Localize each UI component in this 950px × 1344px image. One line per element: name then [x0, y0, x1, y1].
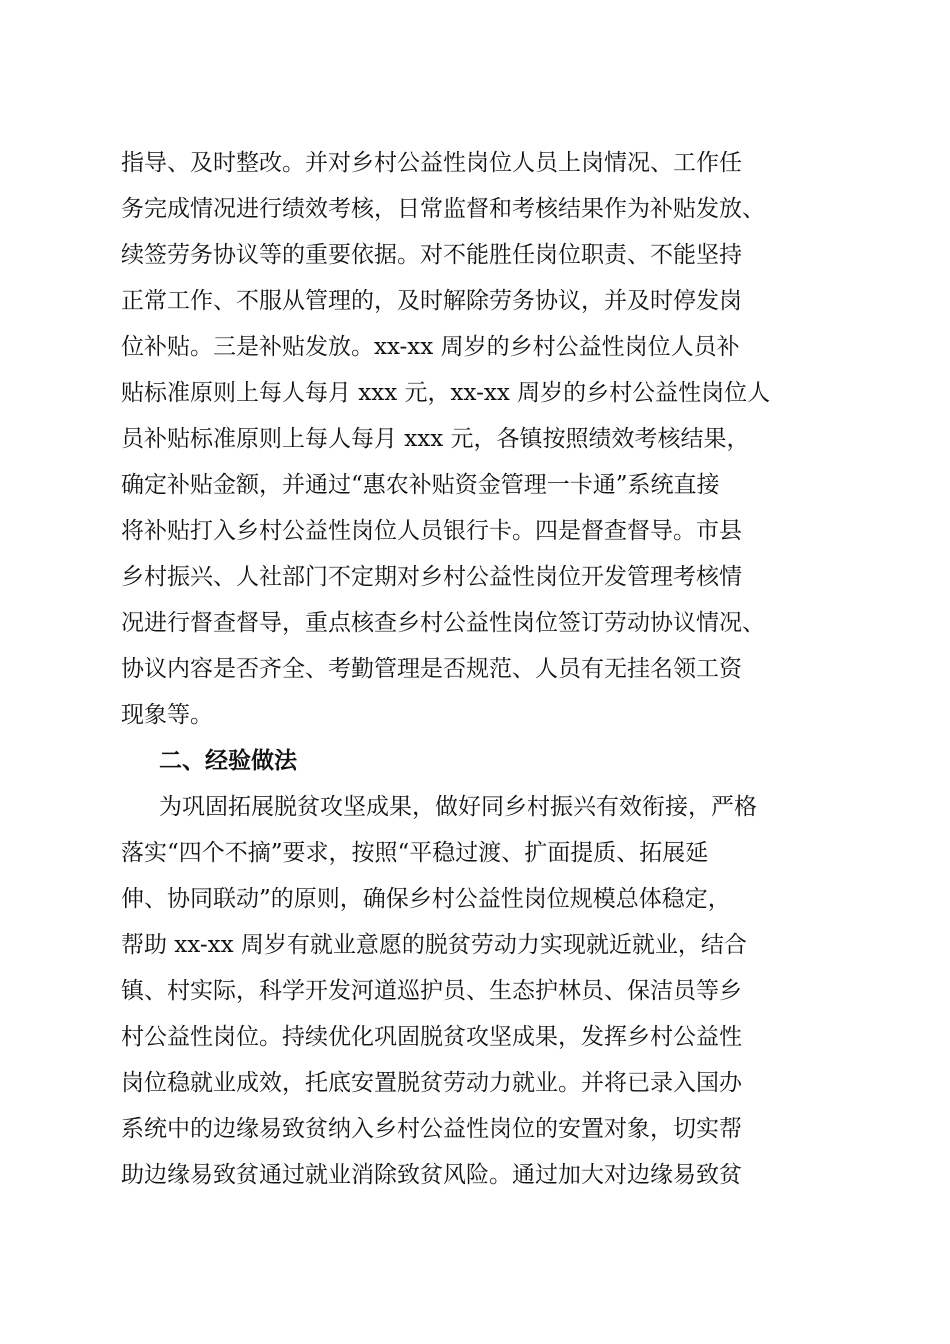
- text-line: 位补贴。三是补贴发放。xx-xx 周岁的乡村公益性岗位人员补: [121, 334, 740, 360]
- text-line: 务完成情况进行绩效考核，日常监督和考核结果作为补贴发放、: [121, 196, 765, 222]
- text-line: 协议内容是否齐全、考勤管理是否规范、人员有无挂名领工资: [121, 656, 742, 682]
- text-line: 现象等。: [121, 702, 213, 728]
- paragraph-experience: [121, 784, 841, 1198]
- text-line: 续签劳务协议等的重要依据。对不能胜任岗位职责、不能坚持: [121, 242, 742, 268]
- text-line: 为巩固拓展脱贫攻坚成果，做好同乡村振兴有效衔接，严格: [159, 794, 757, 820]
- text-line: 将补贴打入乡村公益性岗位人员银行卡。四是督查督导。市县: [121, 518, 742, 544]
- document-body: [121, 140, 841, 1198]
- text-line: 村公益性岗位。持续优化巩固脱贫攻坚成果，发挥乡村公益性: [121, 1024, 742, 1050]
- text-line: 助边缘易致贫通过就业消除致贫风险。通过加大对边缘易致贫: [121, 1162, 742, 1188]
- text-line: 镇、村实际，科学开发河道巡护员、生态护林员、保洁员等乡: [121, 978, 742, 1004]
- text-line: 指导、及时整改。并对乡村公益性岗位人员上岗情况、工作任: [121, 150, 742, 176]
- text-line: 落实“四个不摘”要求，按照“平稳过渡、扩面提质、拓展延: [121, 840, 709, 866]
- text-line: 贴标准原则上每人每月 xxx 元，xx-xx 周岁的乡村公益性岗位人: [121, 380, 771, 406]
- text-line: 员补贴标准原则上每人每月 xxx 元，各镇按照绩效考核结果，: [121, 426, 750, 452]
- text-line: 帮助 xx-xx 周岁有就业意愿的脱贫劳动力实现就近就业，结合: [121, 932, 747, 958]
- text-line: 系统中的边缘易致贫纳入乡村公益性岗位的安置对象，切实帮: [121, 1116, 742, 1142]
- paragraph-continuation: [121, 140, 841, 738]
- text-line: 况进行督查督导，重点核查乡村公益性岗位签订劳动协议情况、: [121, 610, 765, 636]
- text-line: 伸、协同联动”的原则，确保乡村公益性岗位规模总体稳定，: [121, 886, 731, 912]
- text-line: 正常工作、不服从管理的，及时解除劳务协议，并及时停发岗: [121, 288, 742, 314]
- text-line: 确定补贴金额，并通过“惠农补贴资金管理一卡通”系统直接: [121, 472, 720, 498]
- section-heading: 二、经验做法: [159, 748, 297, 774]
- text-line: 乡村振兴、人社部门不定期对乡村公益性岗位开发管理考核情: [121, 564, 742, 590]
- text-line: 岗位稳就业成效，托底安置脱贫劳动力就业。并将已录入国办: [121, 1070, 742, 1096]
